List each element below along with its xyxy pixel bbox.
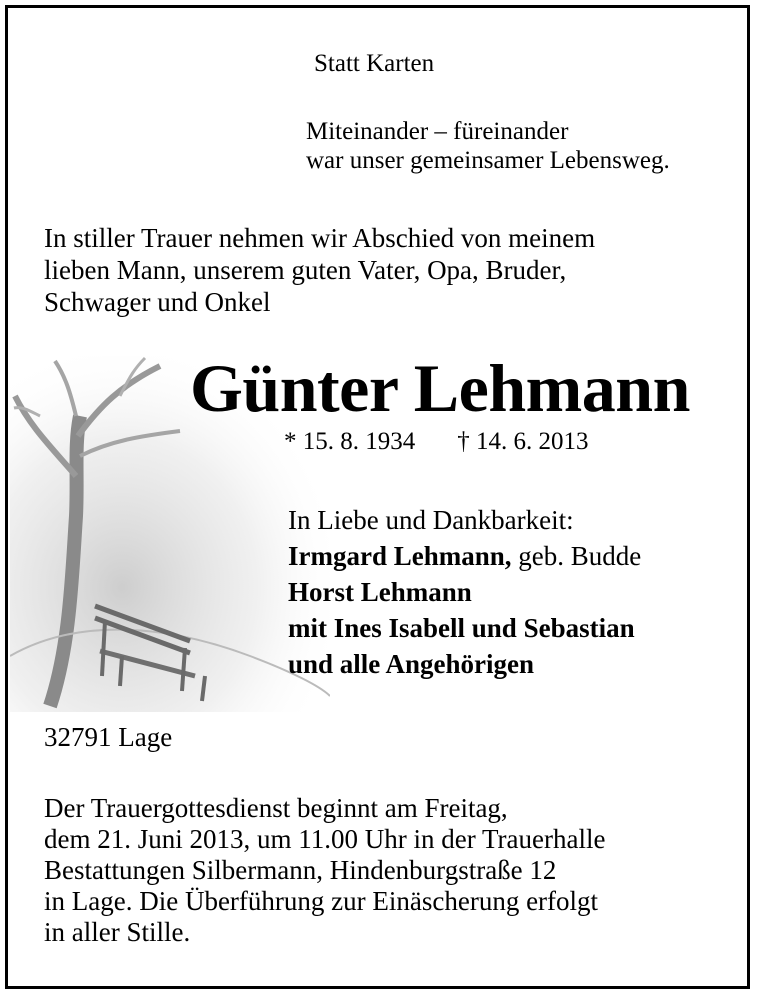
service-line: in Lage. Die Überführung zur Einäscherung erfolgt [44,886,599,916]
service-line: in aller Stille. [44,917,191,947]
mourner-line: mit Ines Isabell und Sebastian [288,613,635,643]
birth-date: * 15. 8. 1934 [284,428,416,455]
intro-line: Schwager und Onkel [44,287,271,317]
spouse-note: geb. Budde [511,541,642,571]
location: 32791 Lage [44,722,173,752]
mourner-line: Horst Lehmann [288,577,472,607]
notice-header: Statt Karten [314,50,435,77]
mourners-intro: In Liebe und Dankbarkeit: [288,505,574,535]
mourner-line: und alle Angehörigen [288,649,535,679]
service-line: Der Trauergottesdienst beginnt am Freitag, [44,793,508,823]
spouse-name: Irmgard Lehmann, [288,541,512,571]
death-date: † 14. 6. 2013 [457,428,589,455]
service-line: Bestattungen Silbermann, Hindenburgstraße 12 [44,855,557,885]
intro-line: In stiller Trauer nehmen wir Abschied von meinem [44,223,596,253]
intro-text [44,222,595,318]
service-info [44,793,605,948]
motto-line: Miteinander – füreinander [306,118,569,145]
motto-line: war unser gemeinsamer Lebensweg. [306,147,670,174]
life-dates [284,427,589,457]
mourners [288,502,641,682]
motto [306,117,670,175]
intro-line: lieben Mann, unserem guten Vater, Opa, Bruder, [44,255,567,285]
service-line: dem 21. Juni 2013, um 11.00 Uhr in der Trauerhalle [44,824,606,854]
deceased-name: Günter Lehmann [190,350,690,426]
mourner-spouse [288,538,641,574]
